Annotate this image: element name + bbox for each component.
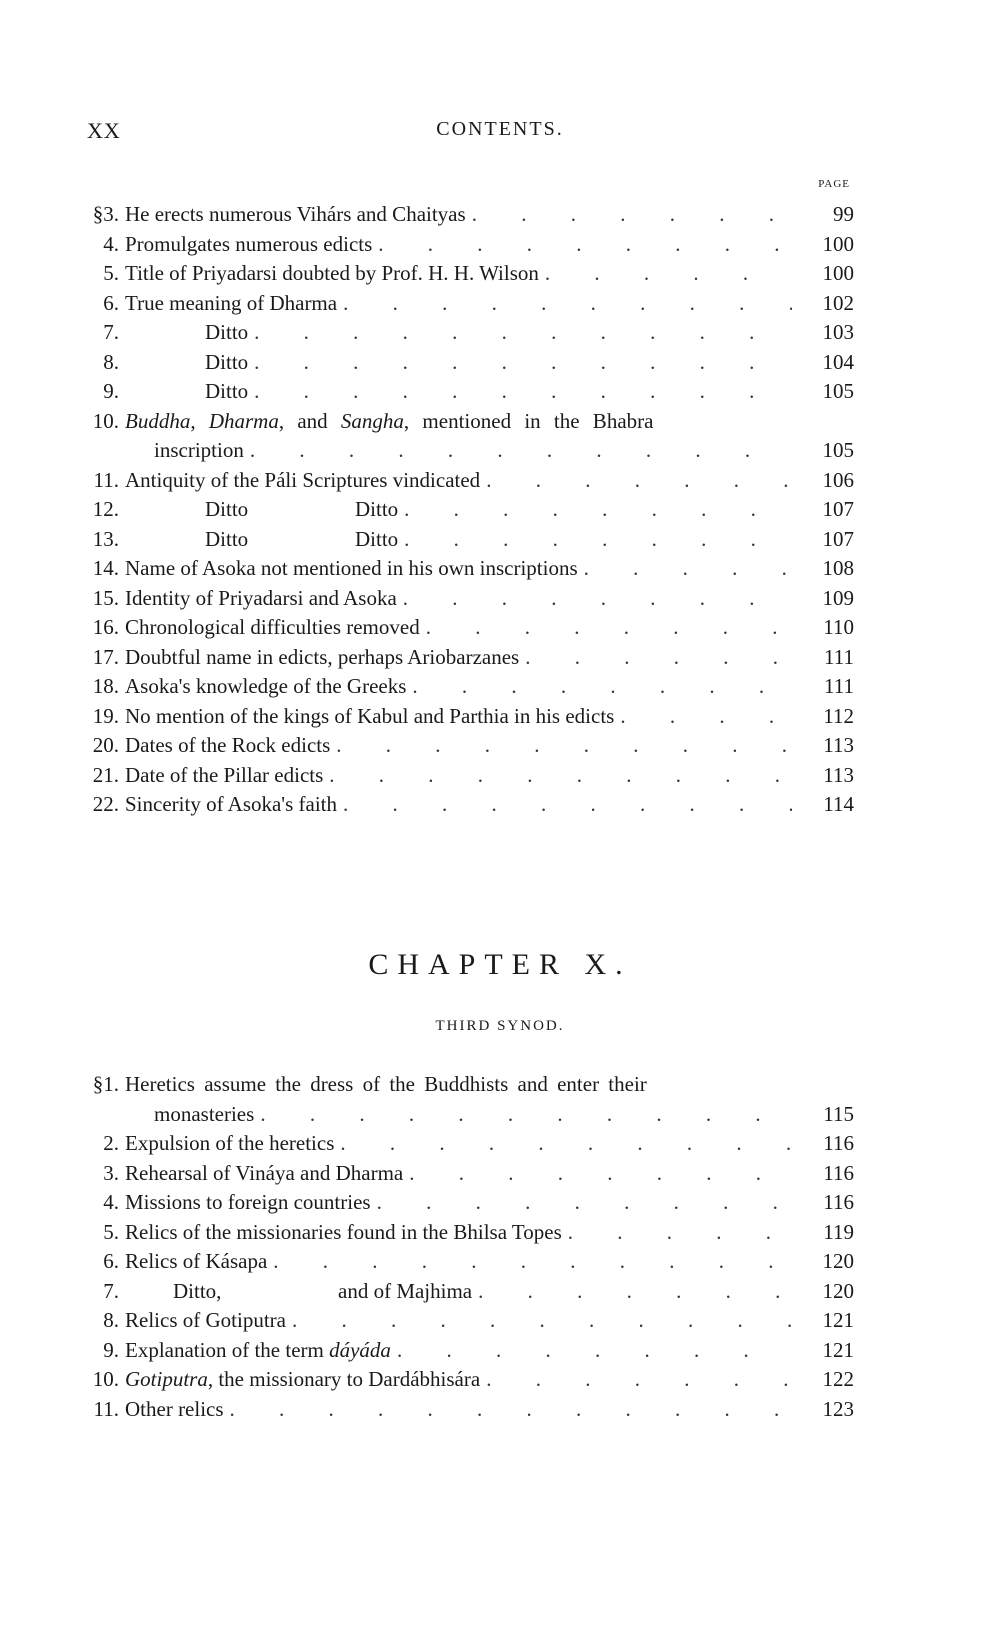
toc-entry bbox=[84, 761, 854, 791]
entry-title: True meaning of Dharma bbox=[125, 290, 338, 315]
toc-entry bbox=[84, 1395, 854, 1425]
entry-title-continuation: inscription bbox=[154, 438, 244, 462]
entry-title: Ditto bbox=[205, 497, 249, 521]
entry-page: 120 bbox=[822, 1278, 854, 1303]
entry-number: 11. bbox=[93, 467, 119, 492]
entry-page: 104 bbox=[822, 349, 854, 374]
entry-number: 20. bbox=[92, 733, 119, 757]
entry-page: 116 bbox=[823, 1160, 854, 1185]
entry-number: 11. bbox=[93, 1396, 119, 1421]
entry-title: Name of Asoka not mentioned in his own inscriptions bbox=[125, 556, 578, 580]
entry-title: Heretics assume the dress of the Buddhists and enter their bbox=[125, 1072, 647, 1096]
toc-entry bbox=[84, 1277, 854, 1307]
toc-entry bbox=[84, 1129, 854, 1159]
entry-title: Ditto bbox=[205, 526, 249, 551]
toc-entry bbox=[84, 790, 854, 820]
running-head: CONTENTS. bbox=[436, 118, 564, 140]
entry-title: Asoka's knowledge of the Greeks bbox=[125, 674, 407, 698]
toc-entry bbox=[84, 672, 854, 702]
toc-entry bbox=[84, 230, 854, 260]
toc-entry bbox=[84, 348, 854, 378]
entry-page: 112 bbox=[823, 703, 854, 728]
dot-leader bbox=[397, 584, 792, 614]
toc-entry bbox=[84, 1188, 854, 1218]
entry-number: 4. bbox=[103, 231, 119, 256]
entry-number: 7. bbox=[103, 320, 119, 344]
chapter-subtitle: THIRD SYNOD. bbox=[435, 1018, 565, 1034]
entry-title: Ditto bbox=[205, 349, 249, 374]
toc-entry bbox=[84, 289, 854, 319]
entry-title: Identity of Priyadarsi and Asoka bbox=[125, 585, 397, 610]
dot-leader bbox=[578, 554, 792, 584]
dot-leader bbox=[248, 377, 792, 407]
entry-title: Sincerity of Asoka's faith bbox=[125, 792, 337, 816]
entry-title: Expulsion of the heretics bbox=[125, 1131, 335, 1155]
entry-number: 2. bbox=[103, 1131, 119, 1155]
entry-number: 8. bbox=[103, 349, 119, 374]
entry-number: 15. bbox=[92, 585, 119, 610]
entry-title: Gotiputra, the missionary to Dardábhisára bbox=[125, 1367, 481, 1391]
entry-page: 102 bbox=[822, 290, 854, 315]
entry-number: 21. bbox=[92, 762, 119, 787]
entry-page: 105 bbox=[822, 438, 854, 462]
dot-leader bbox=[562, 1218, 792, 1248]
entry-title: Other relics bbox=[125, 1396, 224, 1421]
entry-title: Buddha, Dharma, and Sangha, mentioned in the Bhabra bbox=[125, 408, 654, 433]
toc-entry bbox=[84, 318, 854, 348]
toc-entry bbox=[84, 643, 854, 673]
dot-leader bbox=[472, 1277, 792, 1307]
dot-leader bbox=[254, 1100, 792, 1130]
toc-entry bbox=[84, 466, 854, 496]
entry-title: He erects numerous Vihárs and Chaityas bbox=[125, 202, 466, 226]
entry-page: 107 bbox=[822, 526, 854, 551]
entry-page: 114 bbox=[823, 792, 854, 816]
entry-page: 111 bbox=[824, 644, 854, 669]
entry-title: Dates of the Rock edicts bbox=[125, 733, 331, 757]
entry-title: Chronological difficulties removed bbox=[125, 615, 420, 639]
entry-number: 3. bbox=[103, 1160, 119, 1185]
entry-number: 5. bbox=[103, 1219, 119, 1244]
toc-entry bbox=[84, 554, 854, 584]
dot-leader bbox=[466, 200, 792, 230]
dot-leader bbox=[403, 1159, 792, 1189]
entry-title: Doubtful name in edicts, perhaps Ariobarzanes bbox=[125, 644, 520, 669]
toc-entry bbox=[84, 1070, 854, 1129]
entry-number: 6. bbox=[103, 290, 119, 315]
toc-entry bbox=[84, 407, 854, 466]
entry-page: 113 bbox=[823, 733, 854, 757]
entry-number: 9. bbox=[103, 1337, 119, 1362]
entry-page: 100 bbox=[822, 261, 854, 285]
entry-page: 105 bbox=[822, 379, 854, 403]
toc-entry bbox=[84, 1336, 854, 1366]
toc-entry bbox=[84, 259, 854, 289]
entry-number: 4. bbox=[103, 1190, 119, 1214]
entry-page: 115 bbox=[823, 1101, 854, 1126]
toc-entry bbox=[84, 495, 854, 525]
entry-page: 107 bbox=[822, 497, 854, 521]
dot-leader bbox=[519, 643, 792, 673]
entry-page: 122 bbox=[822, 1367, 854, 1391]
entry-page: 113 bbox=[823, 762, 854, 787]
entry-page: 111 bbox=[824, 674, 854, 698]
toc-entry bbox=[84, 613, 854, 643]
entry-number: 16. bbox=[92, 615, 119, 639]
entry-number: 19. bbox=[92, 703, 119, 728]
dot-leader bbox=[244, 436, 792, 466]
entry-title: Date of the Pillar edicts bbox=[125, 762, 324, 787]
contents-list-chapter-ix bbox=[84, 200, 854, 820]
toc-entry bbox=[84, 1306, 854, 1336]
dot-leader bbox=[267, 1247, 792, 1277]
dot-leader bbox=[330, 731, 792, 761]
entry-page: 119 bbox=[823, 1219, 854, 1244]
entry-page: 121 bbox=[822, 1308, 854, 1332]
toc-entry bbox=[84, 731, 854, 761]
entry-number: 22. bbox=[92, 792, 119, 816]
entry-title: Missions to foreign countries bbox=[125, 1190, 371, 1214]
entry-number: §1. bbox=[92, 1072, 119, 1096]
entry-number: 7. bbox=[103, 1278, 119, 1303]
dot-leader bbox=[406, 672, 792, 702]
entry-number: 9. bbox=[103, 379, 119, 403]
entry-title: Relics of the missionaries found in the Bhilsa Topes bbox=[125, 1219, 562, 1244]
entry-number: §3. bbox=[92, 202, 119, 226]
entry-number: 10. bbox=[92, 408, 119, 433]
entry-title: Ditto, bbox=[173, 1278, 222, 1303]
entry-title: No mention of the kings of Kabul and Parthia in his edicts bbox=[125, 703, 615, 728]
dot-leader bbox=[614, 702, 792, 732]
toc-entry bbox=[84, 200, 854, 230]
entry-page: 109 bbox=[822, 585, 854, 610]
entry-page: 100 bbox=[822, 231, 854, 256]
entry-number: 14. bbox=[92, 556, 119, 580]
dot-leader bbox=[480, 1365, 792, 1395]
dot-leader bbox=[248, 318, 792, 348]
dot-leader bbox=[323, 761, 792, 791]
dot-leader bbox=[372, 230, 792, 260]
entry-number: 18. bbox=[92, 674, 119, 698]
entry-title-part: and of Majhima bbox=[338, 1278, 473, 1303]
toc-entry bbox=[84, 584, 854, 614]
entry-title: Promulgates numerous edicts bbox=[125, 231, 373, 256]
dot-leader bbox=[391, 1336, 792, 1366]
entry-title-ditto: Ditto bbox=[355, 526, 399, 551]
entry-title-ditto: Ditto bbox=[355, 497, 399, 521]
entry-page: 99 bbox=[833, 202, 854, 226]
dot-leader bbox=[398, 525, 792, 555]
toc-entry bbox=[84, 1247, 854, 1277]
dot-leader bbox=[539, 259, 792, 289]
entry-page: 121 bbox=[822, 1337, 854, 1362]
contents-list-chapter-x bbox=[84, 1070, 854, 1424]
dot-leader bbox=[420, 613, 792, 643]
toc-entry bbox=[84, 525, 854, 555]
entry-title: Title of Priyadarsi doubted by Prof. H. H. Wilson bbox=[125, 261, 539, 285]
toc-entry bbox=[84, 702, 854, 732]
entry-title: Antiquity of the Páli Scriptures vindicated bbox=[125, 467, 481, 492]
entry-number: 12. bbox=[92, 497, 119, 521]
dot-leader bbox=[398, 495, 792, 525]
entry-number: 5. bbox=[103, 261, 119, 285]
entry-title: Relics of Gotiputra bbox=[125, 1308, 286, 1332]
entry-page: 123 bbox=[822, 1396, 854, 1421]
entry-page: 108 bbox=[822, 556, 854, 580]
entry-number: 17. bbox=[92, 644, 119, 669]
entry-title: Rehearsal of Vináya and Dharma bbox=[125, 1160, 404, 1185]
entry-number: 6. bbox=[103, 1249, 119, 1273]
entry-page: 116 bbox=[823, 1190, 854, 1214]
entry-title: Ditto bbox=[205, 320, 249, 344]
entry-page: 120 bbox=[822, 1249, 854, 1273]
dot-leader bbox=[286, 1306, 792, 1336]
entry-number: 13. bbox=[92, 526, 119, 551]
dot-leader bbox=[337, 289, 792, 319]
toc-entry bbox=[84, 377, 854, 407]
entry-title-continuation: monasteries bbox=[154, 1101, 255, 1126]
toc-entry bbox=[84, 1365, 854, 1395]
page-folio: XX bbox=[87, 118, 121, 143]
entry-title: Relics of Kásapa bbox=[125, 1249, 268, 1273]
toc-entry bbox=[84, 1159, 854, 1189]
chapter-heading: CHAPTER X. bbox=[368, 948, 632, 981]
dot-leader bbox=[248, 348, 792, 378]
entry-page: 106 bbox=[822, 467, 854, 492]
entry-page: 110 bbox=[823, 615, 854, 639]
toc-entry bbox=[84, 1218, 854, 1248]
entry-number: 10. bbox=[92, 1367, 119, 1391]
dot-leader bbox=[480, 466, 792, 496]
dot-leader bbox=[334, 1129, 792, 1159]
entry-title: Explanation of the term dáyáda bbox=[125, 1337, 391, 1362]
entry-page: 103 bbox=[822, 320, 854, 344]
dot-leader bbox=[337, 790, 792, 820]
dot-leader bbox=[224, 1395, 792, 1425]
page-column-label: PAGE bbox=[818, 178, 850, 190]
entry-number: 8. bbox=[103, 1308, 119, 1332]
entry-title: Ditto bbox=[205, 379, 249, 403]
dot-leader bbox=[371, 1188, 792, 1218]
entry-page: 116 bbox=[823, 1131, 854, 1155]
